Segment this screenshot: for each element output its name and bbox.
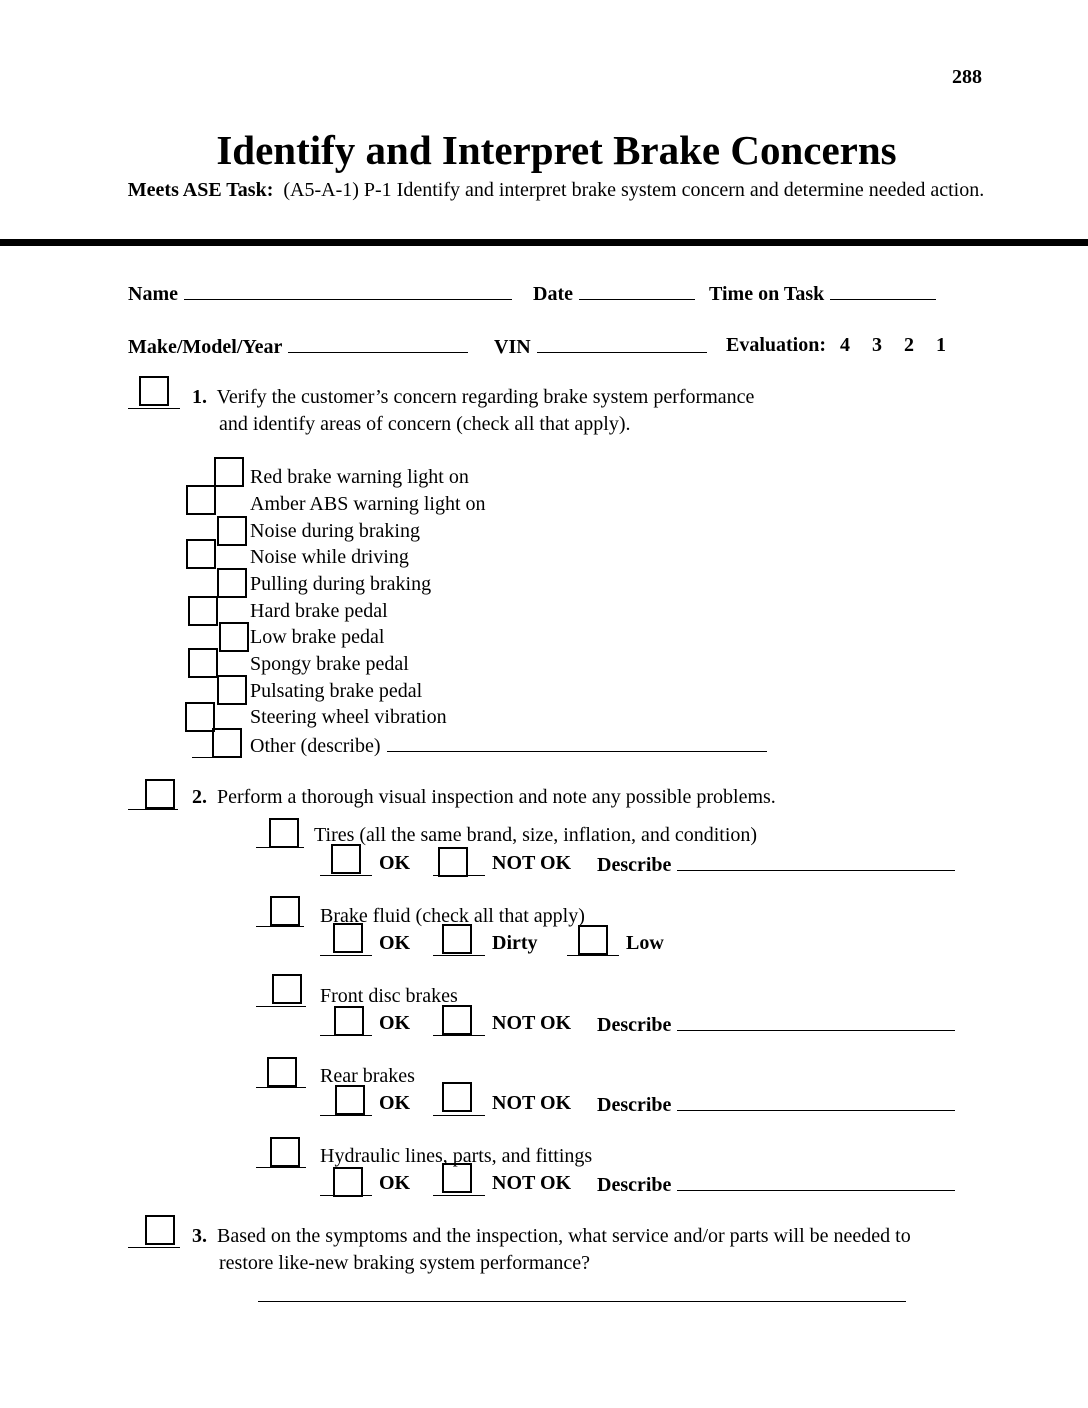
ase-task-label: Meets ASE Task:: [127, 179, 274, 201]
concern-red-warning: Red brake warning light on: [250, 466, 469, 488]
hydraulic-describe-line[interactable]: [677, 1172, 955, 1191]
concern-checkbox-noise-braking[interactable]: [217, 516, 247, 546]
concern-checkbox-other[interactable]: [212, 728, 242, 758]
concern-checkbox-noise-driving[interactable]: [186, 539, 216, 569]
concern-other-describe-line[interactable]: [387, 733, 767, 752]
make-model-year-label: Make/Model/Year: [128, 336, 283, 358]
step1-line1: Verify the customer’s concern regarding brake system performance: [216, 386, 755, 408]
rear-describe: [597, 1092, 955, 1117]
vin-input-line[interactable]: [537, 334, 707, 353]
fluid-dirty-line: [433, 955, 485, 956]
time-on-task-input-line[interactable]: [830, 281, 936, 300]
evaluation-score-4[interactable]: 4: [840, 334, 851, 356]
step2-number: 2.: [192, 786, 207, 808]
front-brakes-label: Front disc brakes: [320, 985, 458, 1007]
fluid-dirty-label: Dirty: [492, 932, 538, 954]
make-model-year-input-line[interactable]: [288, 334, 468, 353]
concern-checkbox-low-pedal[interactable]: [219, 622, 249, 652]
concern-checkbox-steering-vibration[interactable]: [185, 702, 215, 732]
concern-noise-braking: Noise during braking: [250, 520, 420, 542]
date-label: Date: [533, 283, 573, 305]
rear-ok-checkbox[interactable]: [335, 1085, 365, 1115]
tires-ok-checkbox[interactable]: [331, 844, 361, 874]
front-notok-line: [433, 1035, 485, 1036]
step1-number: 1.: [192, 386, 207, 408]
time-on-task-label: Time on Task: [709, 283, 825, 305]
hydraulic-checkbox[interactable]: [270, 1137, 300, 1167]
concern-abs-warning: Amber ABS warning light on: [250, 493, 486, 515]
front-describe: [597, 1012, 955, 1037]
step2-checkbox[interactable]: [145, 779, 175, 809]
date-input-line[interactable]: [579, 281, 695, 300]
step3-checkbox[interactable]: [145, 1215, 175, 1245]
name-label: Name: [128, 283, 178, 305]
step1-line2: and identify areas of concern (check all that apply).: [219, 413, 631, 435]
hydraulic-check-line: [256, 1167, 306, 1168]
step2-description: Perform a thorough visual inspection and note any possible problems.: [217, 786, 776, 808]
tires-describe-line[interactable]: [677, 852, 955, 871]
vin-field[interactable]: [494, 334, 707, 359]
date-field[interactable]: [533, 281, 695, 306]
rear-notok-label: NOT OK: [492, 1092, 572, 1114]
tires-notok-label: NOT OK: [492, 852, 572, 874]
name-input-line[interactable]: [184, 281, 512, 300]
rear-brakes-checkbox[interactable]: [267, 1057, 297, 1087]
rear-ok-label: OK: [379, 1092, 411, 1114]
hydraulic-describe: [597, 1172, 955, 1197]
vin-label: VIN: [494, 336, 531, 358]
front-notok-label: NOT OK: [492, 1012, 572, 1034]
tires-label: Tires (all the same brand, size, inflation, and condition): [314, 824, 758, 846]
fluid-low-line: [567, 955, 619, 956]
evaluation-score-1[interactable]: 1: [936, 334, 947, 356]
step3-number: 3.: [192, 1225, 207, 1247]
step1-checkbox[interactable]: [139, 376, 169, 406]
step3-line2: restore like-new braking system performance?: [219, 1252, 590, 1274]
front-notok-checkbox[interactable]: [442, 1005, 472, 1035]
page-title: Identify and Interpret Brake Concerns: [216, 127, 897, 173]
step3-line1: Based on the symptoms and the inspection, what service and/or parts will be needed to: [217, 1225, 911, 1247]
ase-task-description: [110, 177, 1002, 204]
concern-steering-vibration: Steering wheel vibration: [250, 706, 447, 728]
front-ok-checkbox[interactable]: [334, 1006, 364, 1036]
evaluation-field: [726, 334, 946, 357]
rear-notok-checkbox[interactable]: [442, 1082, 472, 1112]
concern-other-label: Other (describe): [250, 735, 381, 757]
front-brakes-checkbox[interactable]: [272, 974, 302, 1004]
tires-describe: [597, 852, 955, 877]
ase-task-text: (A5-A-1) P-1 Identify and interpret brake system concern and determine needed action.: [283, 179, 985, 201]
concern-other: [250, 733, 767, 758]
fluid-ok-line: [320, 955, 372, 956]
concern-checkbox-abs-warning[interactable]: [186, 485, 216, 515]
step3-answer-line[interactable]: [258, 1301, 906, 1302]
concern-checkbox-spongy-pedal[interactable]: [188, 648, 218, 678]
tires-ok-label: OK: [379, 852, 411, 874]
tires-describe-label: Describe: [597, 854, 672, 876]
hydraulic-notok-line: [433, 1195, 485, 1196]
rear-describe-line[interactable]: [677, 1092, 955, 1111]
concern-checkbox-pulling[interactable]: [217, 568, 247, 598]
front-brakes-check-line: [256, 1006, 306, 1007]
front-describe-label: Describe: [597, 1014, 672, 1036]
rear-ok-line: [320, 1115, 372, 1116]
evaluation-label: Evaluation:: [726, 334, 827, 356]
hydraulic-ok-checkbox[interactable]: [333, 1167, 363, 1197]
step1-text: [192, 386, 754, 409]
fluid-ok-checkbox[interactable]: [333, 923, 363, 953]
rear-brakes-check-line: [256, 1087, 306, 1088]
step1-check-line: [128, 408, 180, 409]
header-divider: [0, 239, 1088, 246]
concern-hard-pedal: Hard brake pedal: [250, 600, 388, 622]
hydraulic-notok-checkbox[interactable]: [442, 1163, 472, 1193]
time-on-task-field[interactable]: [709, 281, 936, 306]
make-model-year-field[interactable]: [128, 334, 468, 359]
front-ok-label: OK: [379, 1012, 411, 1034]
hydraulic-label: Hydraulic lines, parts, and fittings: [320, 1145, 593, 1167]
tires-ok-line: [320, 875, 372, 876]
hydraulic-notok-label: NOT OK: [492, 1172, 572, 1194]
evaluation-score-2[interactable]: 2: [904, 334, 915, 356]
tires-notok-checkbox[interactable]: [438, 847, 468, 877]
step2-check-line: [128, 809, 178, 810]
fluid-low-label: Low: [626, 932, 664, 954]
concern-spongy-pedal: Spongy brake pedal: [250, 653, 409, 675]
step2-text: [192, 786, 776, 809]
rear-describe-label: Describe: [597, 1094, 672, 1116]
hydraulic-describe-label: Describe: [597, 1174, 672, 1196]
concern-checkbox-red-warning[interactable]: [214, 457, 244, 487]
front-describe-line[interactable]: [677, 1012, 955, 1031]
concern-noise-driving: Noise while driving: [250, 546, 409, 568]
fluid-label: Brake fluid (check all that apply): [320, 905, 585, 927]
step3-check-line: [128, 1247, 180, 1248]
fluid-checkbox[interactable]: [270, 896, 300, 926]
concern-pulling: Pulling during braking: [250, 573, 432, 595]
concern-pulsating-pedal: Pulsating brake pedal: [250, 680, 423, 702]
fluid-dirty-checkbox[interactable]: [442, 924, 472, 954]
step3-text: [192, 1225, 911, 1248]
page-number: 288: [952, 66, 982, 88]
concern-checkbox-pulsating-pedal[interactable]: [217, 675, 247, 705]
fluid-low-checkbox[interactable]: [578, 925, 608, 955]
rear-brakes-label: Rear brakes: [320, 1065, 415, 1087]
tires-checkbox[interactable]: [269, 818, 299, 848]
name-field[interactable]: [128, 281, 512, 306]
rear-notok-line: [433, 1115, 485, 1116]
hydraulic-ok-label: OK: [379, 1172, 411, 1194]
fluid-check-line: [256, 926, 304, 927]
concern-low-pedal: Low brake pedal: [250, 626, 385, 648]
evaluation-score-3[interactable]: 3: [872, 334, 883, 356]
concern-checkbox-hard-pedal[interactable]: [188, 596, 218, 626]
fluid-ok-label: OK: [379, 932, 411, 954]
